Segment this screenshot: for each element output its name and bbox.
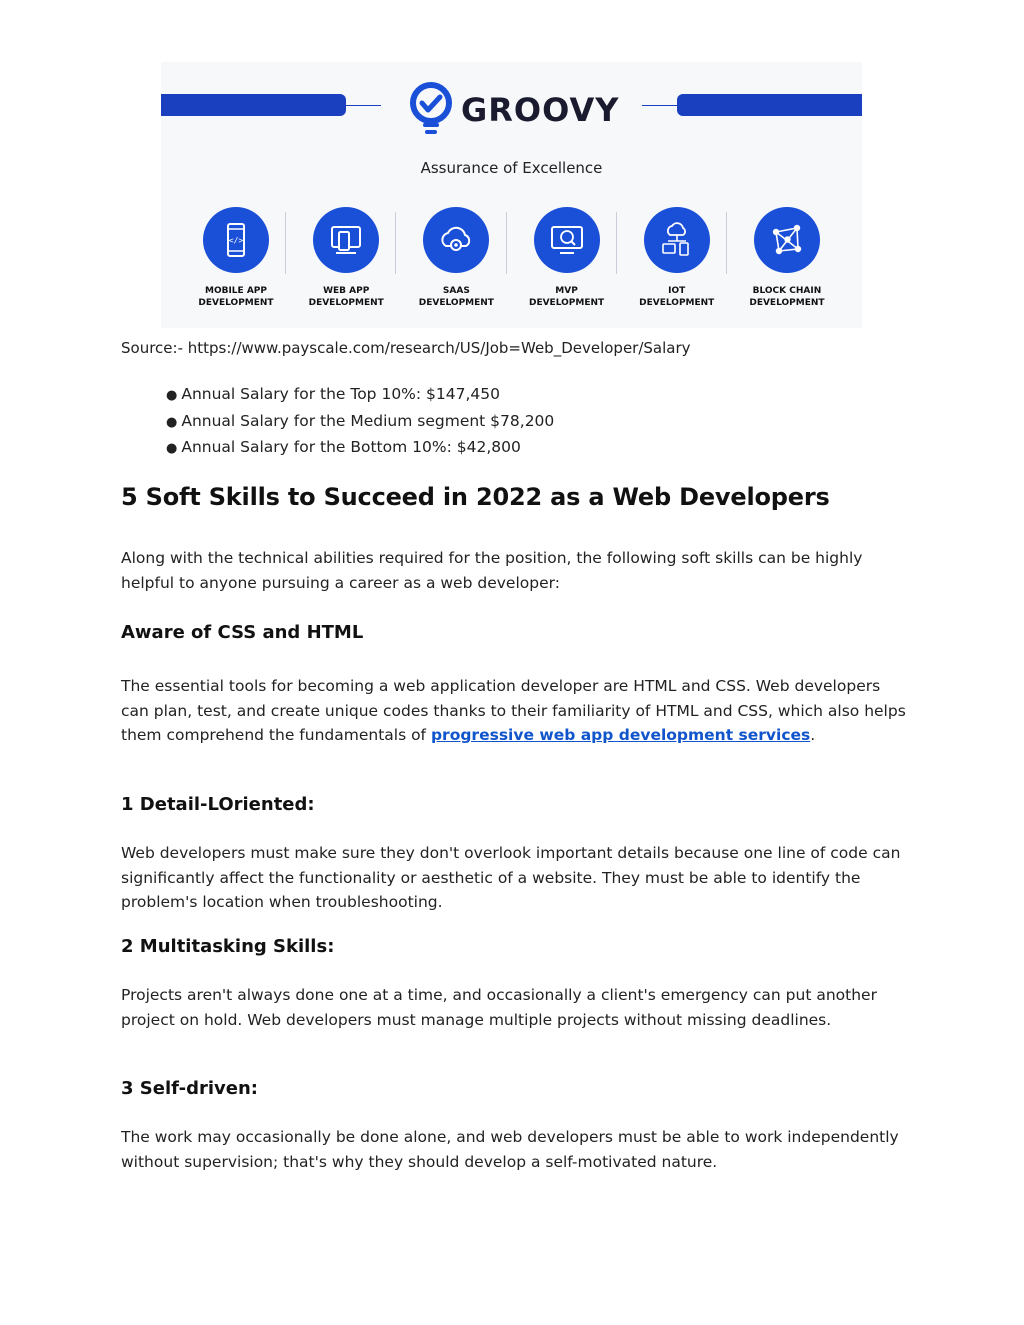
service-label-line2: DEVELOPMENT <box>418 298 494 308</box>
section-body-end: . <box>810 726 816 744</box>
bulb-check-icon <box>409 81 453 139</box>
service-label-line1: SAAS <box>442 286 470 296</box>
groovy-banner-image <box>161 62 862 328</box>
web-app-icon <box>326 220 366 260</box>
brand-name: GROOVY <box>461 91 620 129</box>
svg-text:</>: </> <box>228 236 244 245</box>
service-label-line1: IOT <box>668 286 686 296</box>
service-label-line1: WEB APP <box>323 286 370 296</box>
section-body-text: The essential tools for becoming a web application developer are HTML and CSS. Web developers can plan, test, and create unique codes thanks to their familiarity of HTML and CSS, which also helps them comprehend the fundamentals of <box>121 677 906 744</box>
cloud-gear-icon <box>436 220 476 260</box>
section-heading-detail-oriented: 1 Detail-LOriented: <box>121 794 315 815</box>
section-body-multitasking: Projects aren't always done one at a time, and occasionally a client's emergency can put another project on hold. Web developers must manage multiple projects without missing deadlines. <box>121 986 877 1029</box>
section-body-self-driven: The work may occasionally be done alone, and web developers must be able to work independently without supervision; that's why they should develop a self-motivated nature. <box>121 1128 899 1171</box>
banner-left-bar <box>161 94 346 116</box>
banner-right-bar <box>677 94 862 116</box>
service-label-line2: DEVELOPMENT <box>528 298 605 308</box>
service-label-line2: DEVELOPMENT <box>749 298 825 308</box>
page-title: 5 Soft Skills to Succeed in 2022 as a Web Developers <box>121 483 830 511</box>
banner-right-line <box>642 105 677 106</box>
section-body-css-html <box>121 674 911 748</box>
list-item: ● Annual Salary for the Top 10%: $147,450 <box>166 382 554 409</box>
service-mvp <box>512 207 622 312</box>
service-mobile-app <box>181 207 291 312</box>
service-label-line2: DEVELOPMENT <box>308 298 384 308</box>
mvp-magnifier-icon <box>547 220 587 260</box>
source-line: Source:- https://www.payscale.com/research/US/Job=Web_Developer/Salary <box>121 339 691 357</box>
groovy-logo <box>409 80 619 140</box>
services-row <box>181 207 842 312</box>
section-body-detail-oriented: Web developers must make sure they don't overlook important details because one line of code can significantly affect the functionality or aesthetic of a website. They must be able to identify the problem's location when troubleshooting. <box>121 844 901 911</box>
section-heading-self-driven: 3 Self-driven: <box>121 1078 259 1099</box>
section-heading-css-html: Aware of CSS and HTML <box>121 622 364 643</box>
service-iot <box>622 207 732 312</box>
salary-list <box>166 382 554 462</box>
service-label-line1: BLOCK CHAIN <box>752 286 822 296</box>
banner-left-line <box>346 105 381 106</box>
service-web-app <box>291 207 401 312</box>
list-item: ● Annual Salary for the Bottom 10%: $42,800 <box>166 435 554 462</box>
intro-paragraph: Along with the technical abilities required for the position, the following soft skills can be highly helpful to anyone pursuing a career as a web developer: <box>121 549 863 592</box>
service-blockchain <box>732 207 842 312</box>
section-heading-multitasking: 2 Multitasking Skills: <box>121 936 335 957</box>
progressive-web-app-link[interactable]: progressive web app development services <box>430 726 811 744</box>
service-label-line2: DEVELOPMENT <box>639 298 715 308</box>
banner-tagline: Assurance of Excellence <box>420 159 603 177</box>
blockchain-network-icon <box>767 220 807 260</box>
list-item: ● Annual Salary for the Medium segment $78,200 <box>166 409 554 436</box>
service-label-line1: MOBILE APP <box>204 286 267 296</box>
mobile-app-icon <box>216 220 256 260</box>
service-label-line2: DEVELOPMENT <box>198 298 274 308</box>
service-saas <box>401 207 511 312</box>
service-label-line1: MVP <box>555 286 578 296</box>
iot-cloud-devices-icon <box>657 220 697 260</box>
